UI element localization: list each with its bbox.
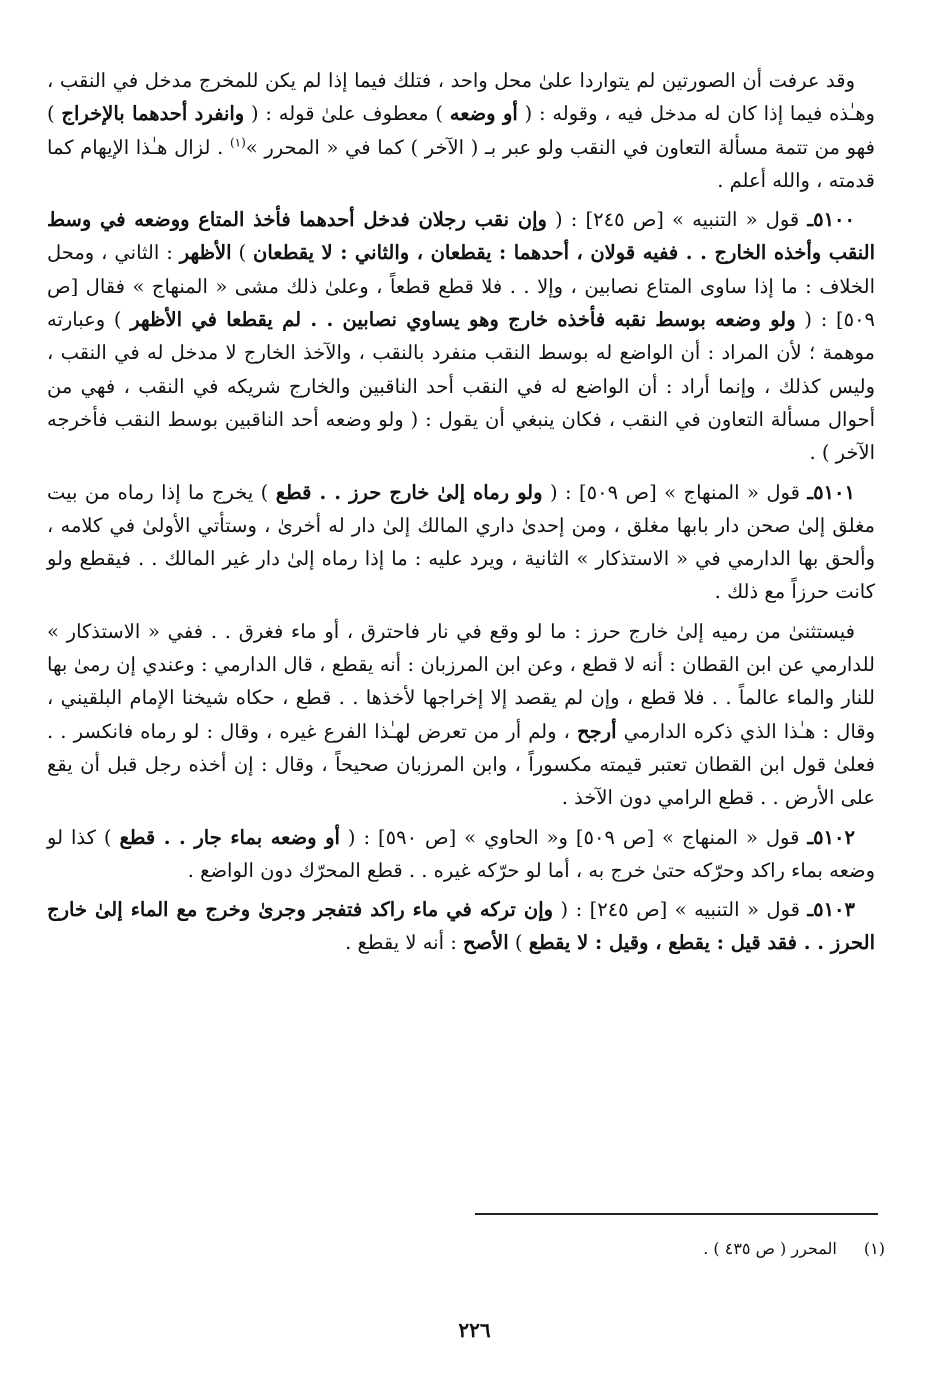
paragraph-p4 xyxy=(47,615,875,815)
text-segment: ) يخرج ما إذا رماه من بيت مغلق إلىٰ صحن دار بابها مغلق ، ومن إحدىٰ داري المالك إلىٰ دار له أخرىٰ ، وستأتي الأولىٰ في كلامه ، وألحق بها الدارمي في « الاستذكار » الثانية ، ويرد عليه : ما إذا رماه إلىٰ دار غير المالك . . فيقطع ولو كانت حرزاً مع ذلك . xyxy=(47,480,875,604)
paragraph-p5 xyxy=(47,821,875,888)
quoted-text-bold: الأصح xyxy=(462,931,509,955)
footnote-reference: (١) xyxy=(229,135,246,150)
text-segment: ) كذا لو وضعه بماء راكد وحرّكه حتىٰ خرج به ، أما لو حرّكه غيره . . قطع المحرّك دون الواضع . xyxy=(47,825,875,882)
quoted-text-bold: الأظهر xyxy=(179,241,232,265)
footnote-text: المحرر ( ص ٤٣٥ ) . xyxy=(703,1239,837,1258)
page-number: ٢٢٦ xyxy=(458,1318,491,1342)
quoted-text-bold: وإن تركه في ماء راكد فتفجر وجرىٰ وخرج مع الماء إلىٰ خارج الحرز . . فقد قيل : يقطع ، وقيل : لا يقطع xyxy=(47,898,875,955)
paragraph-p2 xyxy=(47,203,875,469)
paragraph-p6 xyxy=(47,893,875,960)
text-segment: ) xyxy=(231,241,254,265)
text-segment: قول « التنبيه » [ص ٢٤٥] : ( xyxy=(553,898,808,922)
quoted-text-bold: أو وضعه بماء جار . . قطع xyxy=(119,825,340,849)
text-segment: ، ولم أر من تعرض لهـٰذا الفرع غيره ، وقال : لو رماه فانكسر . . فعلىٰ قول ابن القطان تعتبر قيمته مكسوراً ، وابن المرزبان صحيحاً ، وقال : إن أخذه رجل قبل أن يقع على الأرض . . قطع الرامي دون الآخذ . xyxy=(47,719,875,810)
quoted-text-bold: وانفرد أحدهما بالإخراج xyxy=(61,102,245,126)
quoted-text-bold: ٥١٠٢ـ xyxy=(807,825,855,849)
main-text xyxy=(47,64,875,966)
text-segment: : أنه لا يقطع . xyxy=(345,931,463,955)
text-segment: ) وعبارته موهمة ؛ لأن المراد : أن الواضع له بوسط النقب منفرد بالنقب ، والآخذ الخارج لا مدخل له في النقب ، وليس كذلك ، وإنما أراد : أن الواضع له في النقب أحد الناقبين والخارج شريكه في النقب ، فهي من أحوال مسألة التعاون في النقب ، فكان ينبغي أن يقول : ( ولو وضعه أحد الناقبين بوسط النقب فأخرجه الآخر ) . xyxy=(47,308,875,465)
paragraph-p3 xyxy=(47,476,875,609)
paragraph-p1 xyxy=(47,64,875,197)
text-segment: قول « المنهاج » [ص ٥٠٩] و« الحاوي » [ص ٥٩٠] : ( xyxy=(339,825,808,849)
text-segment: : الثاني ، ومحل الخلاف : ما إذا ساوى المتاع نصابين ، وإلا . . فلا قطع قطعاً ، وعلىٰ ذلك مشى « المنهاج » فقال [ص ٥٠٩] : ( xyxy=(47,241,876,332)
footnote-divider xyxy=(475,1213,878,1215)
text-segment: ) xyxy=(508,931,529,955)
quoted-text-bold: ولو رماه إلىٰ خارج حرز . . قطع xyxy=(275,480,543,504)
quoted-text-bold: ولو وضعه بوسط نقبه فأخذه خارج وهو يساوي نصابين . . لم يقطعا في الأظهر xyxy=(130,308,796,332)
text-segment: . لزال هـٰذا الإيهام كما قدمته ، والله أعلم . xyxy=(47,135,875,192)
quoted-text-bold: ٥١٠٣ـ xyxy=(807,898,855,922)
text-segment: ) فهو من تتمة مسألة التعاون في النقب ولو عبر بـ ( الآخر ) كما في « المحرر » xyxy=(47,102,875,159)
footnote xyxy=(47,1237,885,1261)
quoted-text-bold: ٥١٠١ـ xyxy=(807,480,855,504)
text-segment: ) معطوف علىٰ قوله : ( xyxy=(244,102,450,126)
text-segment: قول « المنهاج » [ص ٥٠٩] : ( xyxy=(542,480,808,504)
text-segment: فيستثنىٰ من رميه إلىٰ خارج حرز : ما لو وقع في نار فاحترق ، أو ماء فغرق . . ففي « الاستذكار » للدارمي عن ابن القطان : أنه لا قطع ، وعن ابن المرزبان : أنه يقطع ، قال الدارمي : وعندي إن رمىٰ بها للنار والماء عالماً . . فلا قطع ، وإن لم يقصد إلا إخراجها لأخذها . . قطع ، حكاه شيخنا الإمام البلقيني ، وقال : هـٰذا الذي ذكره الدارمي xyxy=(47,619,876,743)
text-segment: قول « التنبيه » [ص ٢٤٥] : ( xyxy=(546,208,808,232)
quoted-text-bold: أو وضعه xyxy=(449,102,518,126)
quoted-text-bold: وإن نقب رجلان فدخل أحدهما فأخذ المتاع ووضعه في وسط النقب وأخذه الخارج . . ففيه قولان ، أحدهما : يقطعان ، والثاني : لا يقطعان xyxy=(47,208,875,265)
footnote-number: (١) xyxy=(863,1239,885,1258)
text-segment: وقد عرفت أن الصورتين لم يتواردا علىٰ محل واحد ، فتلك فيما إذا لم يكن للمخرج مدخل في النقب ، وهـٰذه فيما إذا كان له مدخل فيه ، وقوله : ( xyxy=(47,69,875,126)
quoted-text-bold: ٥١٠٠ـ xyxy=(807,208,855,232)
quoted-text-bold: أرجح xyxy=(577,719,617,743)
